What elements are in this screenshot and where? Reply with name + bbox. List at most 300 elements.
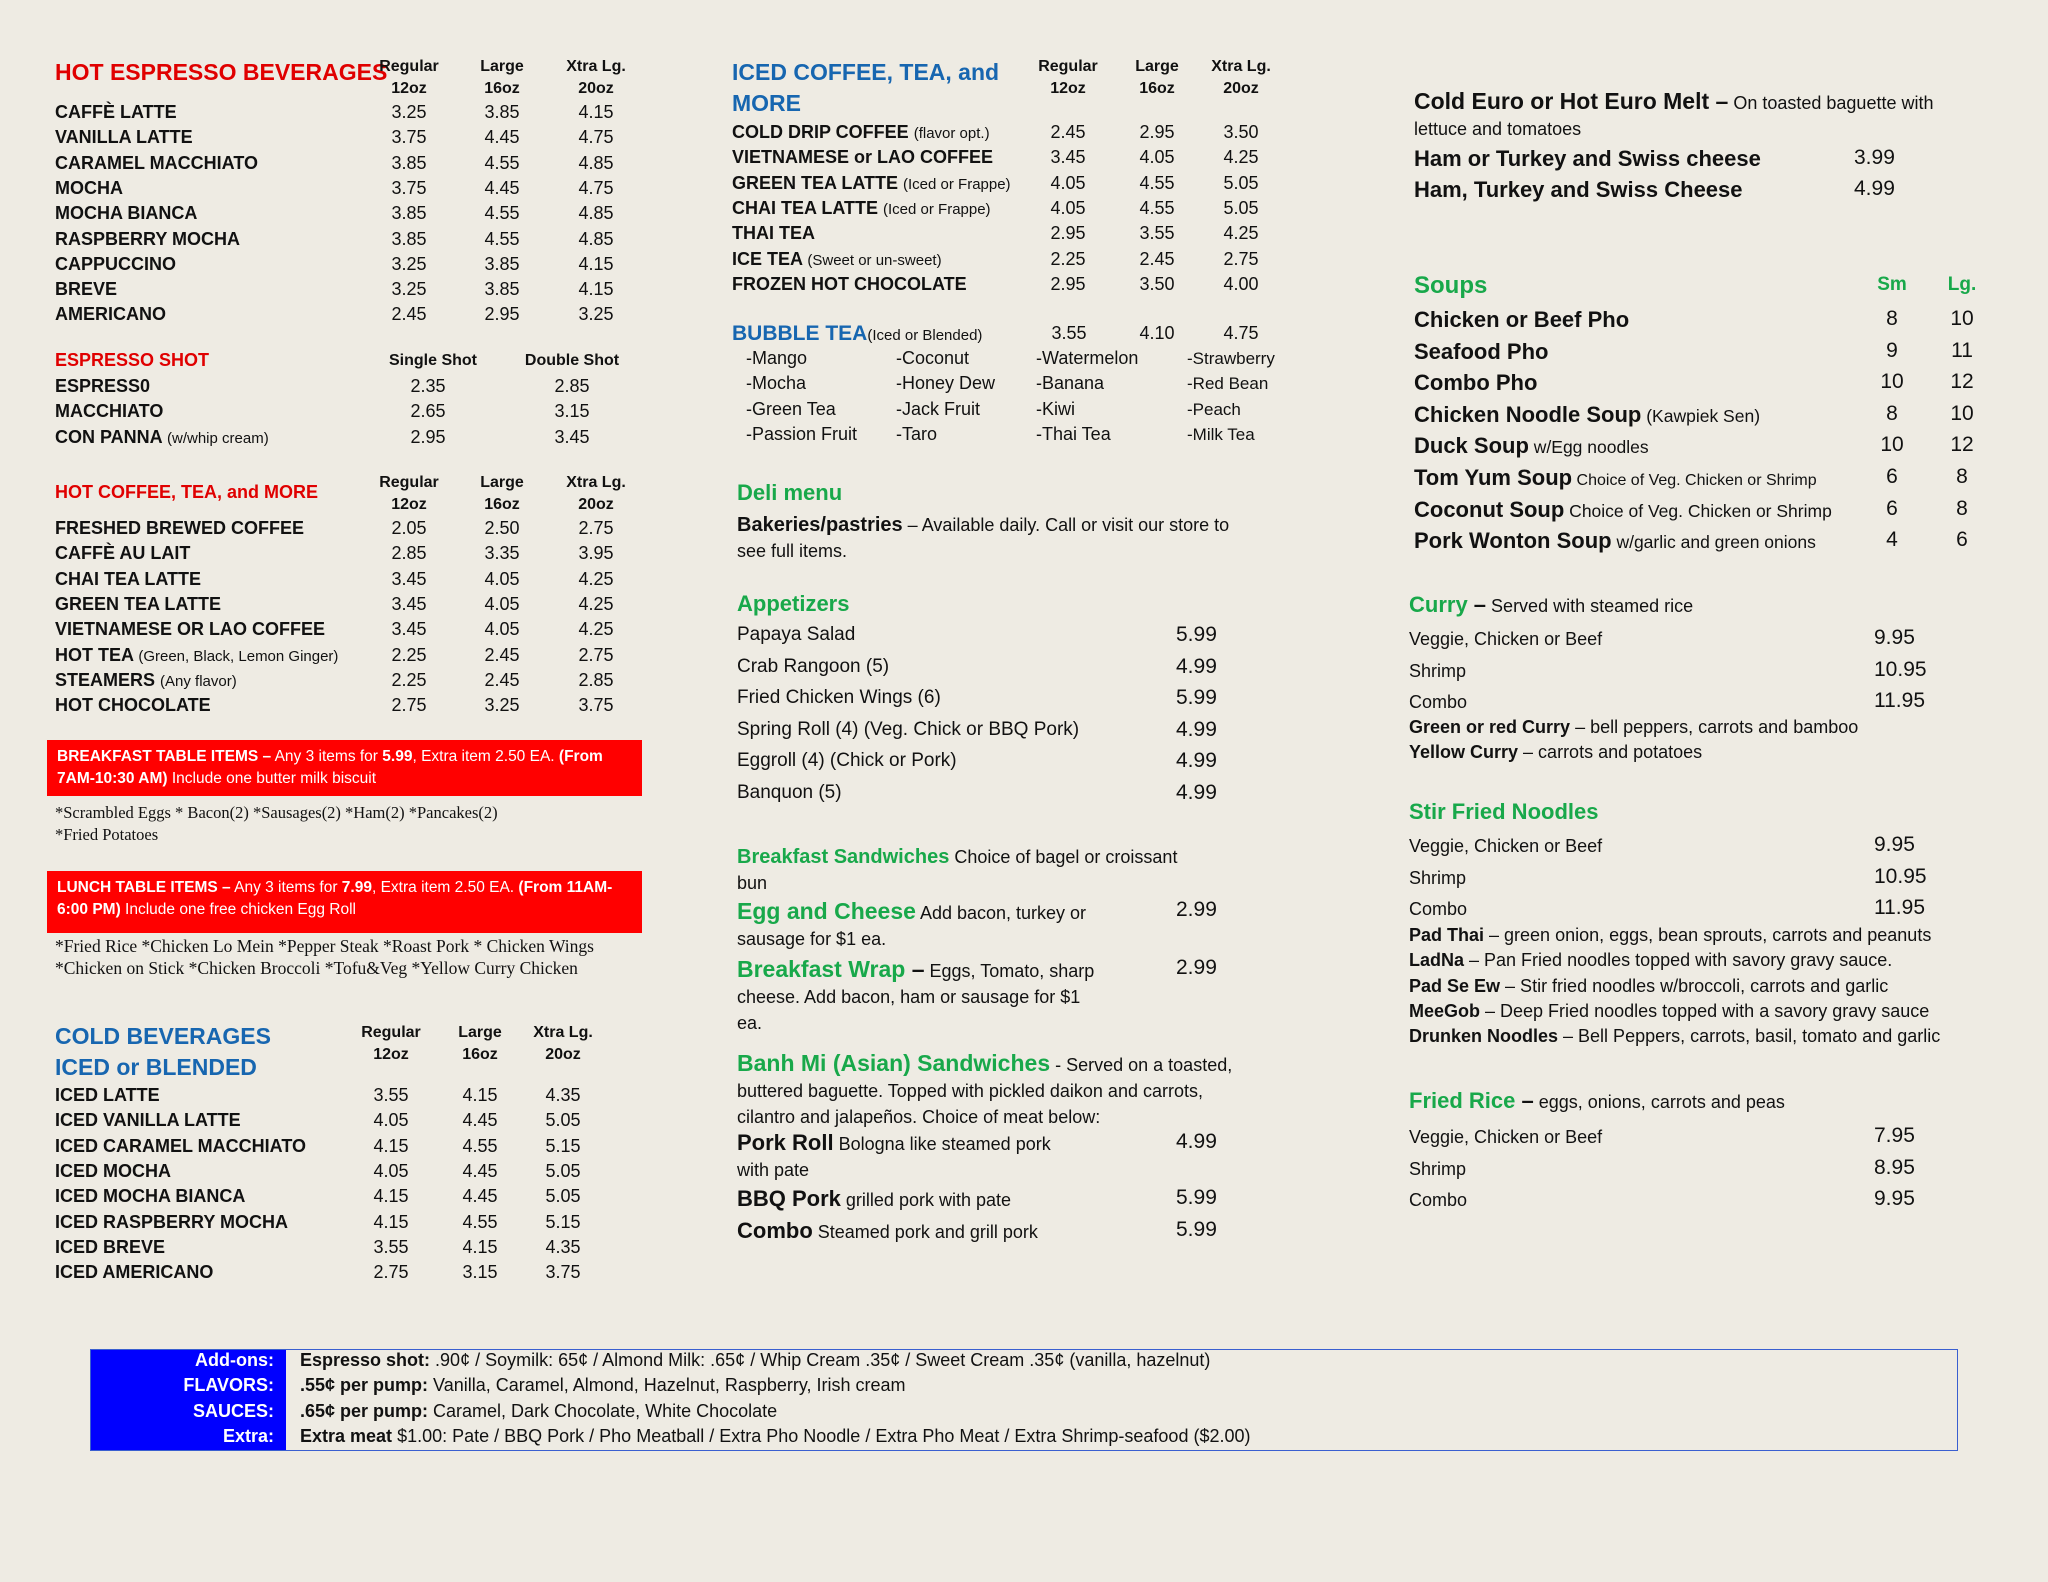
- item-price: 3.45: [391, 593, 427, 614]
- item-price: 4.05: [1139, 147, 1175, 168]
- item-price: 2.25: [1050, 248, 1086, 269]
- item-price: 4.35: [545, 1085, 581, 1105]
- item-price: 4.55: [462, 1211, 498, 1232]
- item-price: 2.50: [484, 518, 520, 538]
- item-price: 4.15: [462, 1085, 498, 1105]
- item-price: 3.45: [391, 619, 427, 640]
- euro-item-price: 3.99: [1854, 146, 1895, 169]
- item-price: 3.45: [1050, 147, 1086, 168]
- dish-price: 11.95: [1874, 689, 1925, 712]
- section-title: HOT COFFEE, TEA, and MORE: [55, 482, 319, 502]
- item-price: 4.25: [1223, 147, 1259, 168]
- dish-price: 7.95: [1874, 1124, 1915, 1147]
- item-price: 3.45: [391, 568, 427, 589]
- appetizer-price: 4.99: [1176, 654, 1217, 678]
- item-price: 4.85: [578, 152, 614, 173]
- item-price: 2.75: [373, 1262, 409, 1283]
- soup-price-large: 12: [1950, 433, 1974, 457]
- menu-item-row: [55, 399, 695, 424]
- col-header-xtra: Xtra Lg. 20oz: [566, 58, 626, 97]
- banh-mi-item: Pork Roll Bologna like steamed pork with pate: [737, 1130, 1051, 1180]
- item-price: 4.75: [578, 127, 614, 148]
- menu-item-row: [732, 272, 1372, 297]
- item-price: 3.75: [391, 177, 427, 198]
- dish-note: MeeGob – Deep Fried noodles topped with a savory gravy sauce: [1409, 1000, 1930, 1021]
- soup-price-large: 10: [1950, 307, 1974, 330]
- menu-item-row: [732, 196, 1372, 221]
- menu-item-row: [55, 374, 695, 399]
- dish-price: 11.95: [1874, 896, 1925, 919]
- bakeries-text: Bakeries/pastries – Available daily. Call or visit our store to see full items.: [737, 514, 1230, 561]
- menu-item-row: [55, 125, 695, 150]
- menu-item-row: [55, 201, 695, 226]
- item-price: 3.45: [554, 426, 590, 447]
- menu-item-row: [55, 252, 695, 277]
- section-title: Deli menu: [737, 480, 843, 505]
- egg-and-cheese-price: 2.99: [1176, 898, 1217, 921]
- item-price: 2.65: [410, 401, 446, 422]
- item-price: 3.95: [578, 543, 614, 564]
- dish-note: Drunken Noodles – Bell Peppers, carrots, basil, tomato and garlic: [1409, 1026, 1941, 1047]
- soup-price-small: 10: [1880, 370, 1904, 394]
- item-name: MOCHA: [55, 177, 123, 198]
- item-name: ICED MOCHA BIANCA: [55, 1186, 246, 1207]
- addon-value: .55¢ per pump: Vanilla, Caramel, Almond, Hazelnut, Raspberry, Irish cream: [300, 1375, 906, 1396]
- item-price: 3.15: [462, 1262, 498, 1283]
- soup-item: Pork Wonton Soup w/garlic and green onions: [1414, 528, 1816, 554]
- item-name: MOCHA BIANCA: [55, 203, 198, 224]
- item-price: 4.45: [462, 1160, 498, 1181]
- appetizer-price: 4.99: [1176, 717, 1217, 741]
- item-price: 2.45: [484, 644, 520, 665]
- euro-melt-header: Cold Euro or Hot Euro Melt – On toasted baguette with lettuce and tomatoes: [1414, 88, 1934, 139]
- item-name: GREEN TEA LATTE: [55, 593, 221, 614]
- col-header-regular: Regular 12oz: [379, 58, 439, 97]
- item-name: STEAMERS (Any flavor): [55, 669, 237, 690]
- item-price: 3.55: [373, 1236, 409, 1257]
- item-price: 4.25: [578, 619, 614, 640]
- addon-row: [91, 1373, 1957, 1398]
- item-price: 3.35: [484, 543, 520, 564]
- curry-header: Curry – Served with steamed rice: [1409, 592, 1694, 617]
- item-name: CHAI TEA LATTE (Iced or Frappe): [732, 197, 991, 218]
- appetizer-price: 4.99: [1176, 749, 1217, 772]
- item-name: ICE TEA (Sweet or un-sweet): [732, 248, 942, 269]
- menu-item-row: [55, 1108, 695, 1133]
- item-price: 3.25: [578, 304, 614, 325]
- addon-value: Extra meat $1.00: Pate / BBQ Pork / Pho Meatball / Extra Pho Noodle / Extra Pho Meat / Extra Shrimp-seafood ($2.00): [300, 1425, 1251, 1446]
- soup-item: Coconut Soup Choice of Veg. Chicken or Shrimp: [1414, 496, 1832, 522]
- bubble-flavor: -Coconut: [896, 348, 970, 368]
- item-price: 3.75: [391, 127, 427, 148]
- soup-item: Seafood Pho: [1414, 338, 1549, 364]
- banh-mi-item: Combo Steamed pork and grill pork: [737, 1218, 1038, 1243]
- lunch-table-banner: LUNCH TABLE ITEMS – Any 3 items for 7.99, Extra item 2.50 EA. (From 11AM-6:00 PM) Include one free chicken Egg Roll: [47, 871, 642, 933]
- item-name: MACCHIATO: [55, 401, 164, 422]
- soup-price-large: 11: [1951, 338, 1973, 362]
- dish-price: 9.95: [1874, 1187, 1915, 1210]
- col-header-small: Sm: [1877, 274, 1907, 295]
- item-price: 3.25: [391, 253, 427, 274]
- euro-item-name: Ham or Turkey and Swiss cheese: [1414, 146, 1761, 171]
- item-name: ICED CARAMEL MACCHIATO: [55, 1135, 306, 1156]
- bubble-flavor: -Banana: [1036, 373, 1105, 394]
- menu-item-row: [55, 668, 695, 693]
- menu-item-row: [732, 247, 1372, 272]
- item-name: ICED AMERICANO: [55, 1262, 214, 1283]
- menu-item-row: [55, 227, 695, 252]
- item-price: 4.00: [1223, 273, 1259, 294]
- addon-label: Extra:: [222, 1425, 274, 1446]
- bubble-flavor: -Kiwi: [1036, 398, 1075, 419]
- soup-price-small: 4: [1886, 528, 1898, 552]
- bubble-flavor: -Mocha: [746, 373, 807, 394]
- addon-row: [91, 1399, 1957, 1424]
- item-name: HOT CHOCOLATE: [55, 695, 211, 716]
- dish-price: 10.95: [1874, 864, 1927, 888]
- dish-note: Green or red Curry – bell peppers, carrots and bamboo: [1409, 717, 1859, 737]
- item-price: 2.85: [554, 376, 590, 396]
- addon-label: Add-ons:: [195, 1350, 274, 1370]
- item-price: 2.95: [410, 426, 446, 447]
- item-price: 4.45: [484, 177, 520, 198]
- soup-price-large: 12: [1950, 370, 1974, 394]
- item-name: CARAMEL MACCHIATO: [55, 152, 258, 173]
- item-price: 4.05: [484, 619, 520, 640]
- item-name: VIETNAMESE OR LAO COFFEE: [55, 619, 326, 640]
- bubble-flavor: -Strawberry: [1187, 349, 1275, 368]
- menu-item-row: [55, 100, 695, 125]
- item-price: 5.15: [545, 1135, 581, 1156]
- dish-note: Pad Se Ew – Stir fried noodles w/broccoli, carrots and garlic: [1409, 975, 1889, 996]
- bubble-flavor: -Green Tea: [746, 398, 836, 419]
- item-name: FRESHED BREWED COFFEE: [55, 518, 305, 538]
- item-name: GREEN TEA LATTE (Iced or Frappe): [732, 172, 1011, 193]
- item-price: 2.85: [391, 543, 427, 564]
- item-price: 3.85: [391, 152, 427, 173]
- soup-item: Duck Soup w/Egg noodles: [1414, 433, 1649, 459]
- bubble-flavor: -Mango: [746, 348, 808, 368]
- item-price: 2.75: [1223, 248, 1259, 269]
- item-price: 4.35: [545, 1236, 581, 1257]
- dish-price: 10.95: [1874, 657, 1927, 681]
- bubble-flavor: -Jack Fruit: [896, 398, 981, 419]
- item-name: ICED LATTE: [55, 1085, 160, 1105]
- appetizer-name: Eggroll (4) (Chick or Pork): [737, 750, 957, 771]
- item-price: 4.15: [373, 1186, 409, 1207]
- item-name: FROZEN HOT CHOCOLATE: [732, 273, 967, 294]
- dish-option: Shrimp: [1409, 867, 1467, 888]
- item-price: 3.55: [1139, 223, 1175, 244]
- col-header-large: Large 16oz: [480, 58, 524, 97]
- dish-price: 9.95: [1874, 833, 1915, 856]
- bubble-flavor: -Red Bean: [1187, 374, 1269, 394]
- item-name: ICED MOCHA: [55, 1160, 171, 1181]
- col-header-regular: Regular 12oz: [1038, 58, 1098, 97]
- item-price: 2.45: [1139, 248, 1175, 269]
- menu-item-row: [55, 277, 695, 302]
- appetizer-name: Fried Chicken Wings (6): [737, 687, 941, 708]
- menu-item-row: [55, 425, 695, 450]
- breakfast-sandwich-header: Breakfast Sandwiches Choice of bagel or croissant bun: [737, 846, 1178, 893]
- item-price: 5.05: [545, 1160, 581, 1181]
- dish-note: Pad Thai – green onion, eggs, bean sprouts, carrots and peanuts: [1409, 925, 1932, 945]
- addon-row: [91, 1424, 1957, 1449]
- soup-item: Tom Yum Soup Choice of Veg. Chicken or Shrimp: [1414, 465, 1817, 490]
- bubble-flavor: -Milk Tea: [1187, 424, 1255, 444]
- appetizer-price: 5.99: [1176, 686, 1217, 709]
- menu-item-row: [55, 516, 695, 541]
- bubble-flavor: -Watermelon: [1036, 348, 1139, 368]
- soup-item: Chicken or Beef Pho: [1414, 307, 1630, 332]
- soup-price-large: 8: [1956, 465, 1968, 488]
- menu-item-row: [55, 592, 695, 617]
- bubble-flavor: -Taro: [896, 423, 938, 444]
- item-price: 3.85: [391, 203, 427, 224]
- item-price: 4.25: [578, 593, 614, 614]
- appetizer-name: Banquon (5): [737, 781, 842, 803]
- item-price: 5.05: [545, 1186, 581, 1207]
- item-name: HOT TEA (Green, Black, Lemon Ginger): [55, 644, 339, 665]
- addon-label: FLAVORS:: [183, 1375, 274, 1396]
- item-name: ESPRESS0: [55, 376, 151, 396]
- banh-mi-header: Banh Mi (Asian) Sandwiches - Served on a toasted, buttered baguette. Topped with pickled daikon and carrots, cilantro and jalapeños. Choice of meat below:: [737, 1050, 1233, 1127]
- soup-item: Chicken Noodle Soup (Kawpiek Sen): [1414, 401, 1761, 427]
- menu-item-row: [55, 1134, 695, 1159]
- item-price: 3.55: [373, 1085, 409, 1105]
- dish-option: Combo: [1409, 1190, 1468, 1210]
- item-price: 4.05: [484, 568, 520, 589]
- euro-item-price: 4.99: [1854, 177, 1895, 200]
- item-name: COLD DRIP COFFEE (flavor opt.): [732, 122, 990, 142]
- soup-price-large: 8: [1956, 496, 1968, 520]
- col-header-double: Double Shot: [524, 352, 620, 369]
- item-price: 2.25: [391, 644, 427, 665]
- menu-item-row: [732, 221, 1372, 246]
- item-price: 4.05: [1050, 197, 1086, 218]
- dish-option: Veggie, Chicken or Beef: [1409, 836, 1603, 856]
- item-price: 5.05: [545, 1110, 581, 1131]
- breakfast-wrap: Breakfast Wrap – Eggs, Tomato, sharp cheese. Add bacon, ham or sausage for $1 ea.: [737, 956, 1095, 1033]
- item-price: 2.05: [391, 518, 427, 538]
- item-name: CON PANNA (w/whip cream): [55, 426, 269, 447]
- item-price: 4.05: [373, 1160, 409, 1181]
- dish-option: Veggie, Chicken or Beef: [1409, 629, 1603, 649]
- bubble-flavor: -Honey Dew: [896, 373, 996, 394]
- dish-note: Yellow Curry – carrots and potatoes: [1409, 742, 1703, 763]
- item-price: 3.15: [554, 401, 590, 422]
- soup-item: Combo Pho: [1414, 370, 1538, 396]
- item-name: VIETNAMESE or LAO COFFEE: [732, 147, 994, 168]
- item-price: 4.55: [484, 152, 520, 173]
- appetizer-name: Papaya Salad: [737, 624, 856, 645]
- item-price: 4.25: [578, 568, 614, 589]
- bubble-flavor: -Passion Fruit: [746, 423, 858, 444]
- dish-option: Combo: [1409, 899, 1468, 919]
- menu-item-row: [55, 643, 695, 668]
- item-price: 2.75: [391, 695, 427, 716]
- menu-item-row: [55, 151, 695, 176]
- soup-price-small: 9: [1886, 338, 1898, 362]
- soup-price-large: 10: [1950, 401, 1974, 425]
- item-price: 3.25: [391, 102, 427, 122]
- col-header-large: Large 16oz: [1135, 58, 1179, 97]
- item-name: RASPBERRY MOCHA: [55, 228, 241, 249]
- item-price: 4.55: [484, 203, 520, 224]
- menu-item-row: [55, 176, 695, 201]
- menu-item-row: [55, 302, 695, 327]
- section-title: ICED COFFEE, TEA, and: [732, 59, 1000, 85]
- item-price: 4.05: [373, 1110, 409, 1131]
- dish-note: LadNa – Pan Fried noodles topped with savory gravy sauce.: [1409, 950, 1893, 971]
- menu-item-row: [55, 567, 695, 592]
- menu-item-row: [55, 1210, 695, 1235]
- item-price: 3.50: [1223, 122, 1259, 142]
- fried-rice-header: Fried Rice – eggs, onions, carrots and peas: [1409, 1088, 1785, 1113]
- col-header-large: Lg.: [1947, 274, 1977, 295]
- section-title: Soups: [1414, 272, 1488, 299]
- col-header-xtra: Xtra Lg. 20oz: [566, 474, 626, 513]
- item-price: 4.15: [373, 1211, 409, 1232]
- item-price: 2.45: [1050, 122, 1086, 142]
- menu-item-row: [55, 1083, 695, 1108]
- item-name: ICED VANILLA LATTE: [55, 1110, 241, 1131]
- col-header-regular: Regular 12oz: [379, 474, 439, 513]
- item-price: 2.45: [484, 669, 520, 690]
- item-price: 4.45: [462, 1110, 498, 1131]
- menu-item-row: [55, 693, 695, 718]
- banh-mi-price: 5.99: [1176, 1218, 1217, 1241]
- section-title: Stir Fried Noodles: [1409, 799, 1599, 824]
- banh-mi-price: 4.99: [1176, 1130, 1217, 1153]
- addons-table: [90, 1349, 1958, 1451]
- dish-price: 9.95: [1874, 626, 1915, 649]
- section-subtitle: MORE: [732, 90, 801, 116]
- item-price: 4.75: [578, 177, 614, 198]
- item-name: CAPPUCCINO: [55, 253, 177, 274]
- item-price: 4.15: [373, 1135, 409, 1156]
- menu-item-row: [55, 1235, 695, 1260]
- item-price: 2.45: [391, 304, 427, 325]
- item-name: THAI TEA: [732, 223, 815, 244]
- item-price: 2.95: [1050, 273, 1086, 294]
- soup-price-large: 6: [1956, 528, 1968, 552]
- soup-price-small: 6: [1886, 496, 1898, 520]
- dish-option: Shrimp: [1409, 1158, 1467, 1179]
- item-price: 2.35: [410, 376, 446, 396]
- breakfast-table-items: *Scrambled Eggs * Bacon(2) *Sausages(2) *Ham(2) *Pancakes(2) *Fried Potatoes: [55, 803, 498, 844]
- banh-mi-price: 5.99: [1176, 1186, 1217, 1209]
- item-price: 4.55: [1139, 197, 1175, 218]
- item-price: 4.15: [462, 1236, 498, 1257]
- item-price: 5.05: [1223, 197, 1259, 218]
- menu-item-row: [732, 145, 1372, 170]
- item-price: 5.05: [1223, 172, 1259, 193]
- item-price: 2.95: [1139, 122, 1175, 142]
- item-price: 3.85: [391, 228, 427, 249]
- bubble-tea-row: BUBBLE TEA(Iced or Blended) 3.55 4.10 4.75: [732, 322, 1259, 345]
- soup-price-small: 6: [1886, 465, 1898, 488]
- addon-row: [91, 1348, 1957, 1373]
- item-price: 2.95: [1050, 223, 1086, 244]
- col-header-large: Large 16oz: [480, 474, 524, 513]
- addon-label: SAUCES:: [192, 1400, 274, 1421]
- banh-mi-item: BBQ Pork grilled pork with pate: [737, 1186, 1012, 1211]
- soup-price-small: 8: [1886, 307, 1898, 330]
- appetizer-price: 5.99: [1176, 623, 1217, 646]
- euro-item-name: Ham, Turkey and Swiss Cheese: [1414, 177, 1743, 202]
- item-price: 4.25: [1223, 223, 1259, 244]
- soup-price-small: 8: [1886, 401, 1898, 425]
- item-name: ICED BREVE: [55, 1236, 166, 1257]
- item-name: CAFFÈ LATTE: [55, 102, 177, 122]
- bubble-flavor: -Peach: [1187, 399, 1241, 419]
- soup-price-small: 10: [1880, 433, 1904, 457]
- item-price: 4.55: [1139, 172, 1175, 193]
- item-price: 2.95: [484, 304, 520, 325]
- menu-item-row: [55, 1184, 695, 1209]
- item-name: AMERICANO: [55, 304, 166, 325]
- item-price: 2.75: [578, 644, 614, 665]
- dish-option: Shrimp: [1409, 660, 1467, 681]
- col-header-xtra: Xtra Lg. 20oz: [1211, 58, 1271, 97]
- col-header-large: Large 16oz: [458, 1024, 502, 1063]
- col-header-xtra: Xtra Lg. 20oz: [533, 1024, 593, 1063]
- item-name: VANILLA LATTE: [55, 127, 193, 148]
- item-price: 3.25: [484, 695, 520, 716]
- item-price: 4.05: [484, 593, 520, 614]
- col-header-regular: Regular 12oz: [361, 1024, 421, 1063]
- item-price: 4.15: [578, 279, 614, 300]
- bubble-flavor: -Thai Tea: [1036, 423, 1111, 444]
- menu-item-row: [55, 541, 695, 566]
- menu-item-row: [732, 120, 1372, 145]
- section-title: Appetizers: [737, 591, 850, 616]
- egg-and-cheese: Egg and Cheese Add bacon, turkey or sausage for $1 ea.: [737, 898, 1087, 949]
- item-price: 2.75: [578, 518, 614, 538]
- col-header-single: Single Shot: [389, 352, 477, 369]
- item-price: 4.15: [578, 102, 614, 122]
- menu-item-row: [55, 1159, 695, 1184]
- appetizer-price: 4.99: [1176, 780, 1217, 804]
- menu-item-row: [55, 1260, 695, 1285]
- item-price: 4.85: [578, 228, 614, 249]
- item-price: 4.55: [462, 1135, 498, 1156]
- addon-value: .65¢ per pump: Caramel, Dark Chocolate, White Chocolate: [300, 1400, 778, 1421]
- item-price: 4.85: [578, 203, 614, 224]
- item-name: CAFFÈ AU LAIT: [55, 543, 191, 564]
- item-name: CHAI TEA LATTE: [55, 568, 201, 589]
- item-price: 5.15: [545, 1211, 581, 1232]
- item-price: 4.15: [578, 253, 614, 274]
- item-price: 3.50: [1139, 273, 1175, 294]
- dish-option: Veggie, Chicken or Beef: [1409, 1127, 1603, 1147]
- item-price: 4.45: [484, 127, 520, 148]
- breakfast-table-banner: BREAKFAST TABLE ITEMS – Any 3 items for 5.99, Extra item 2.50 EA. (From 7AM-10:30 AM) Include one butter milk biscuit: [47, 740, 642, 796]
- breakfast-wrap-price: 2.99: [1176, 956, 1217, 979]
- dish-option: Combo: [1409, 692, 1468, 712]
- section-title: ESPRESSO SHOT: [55, 350, 210, 370]
- item-price: 4.05: [1050, 172, 1086, 193]
- item-price: 3.75: [545, 1262, 581, 1283]
- section-subtitle: ICED or BLENDED: [55, 1054, 257, 1080]
- section-title: HOT ESPRESSO BEVERAGES: [55, 59, 388, 85]
- item-price: 3.85: [484, 102, 520, 122]
- section-title: COLD BEVERAGES: [55, 1023, 271, 1049]
- menu-item-row: [732, 171, 1372, 196]
- item-price: 4.55: [484, 228, 520, 249]
- menu-item-row: [55, 617, 695, 642]
